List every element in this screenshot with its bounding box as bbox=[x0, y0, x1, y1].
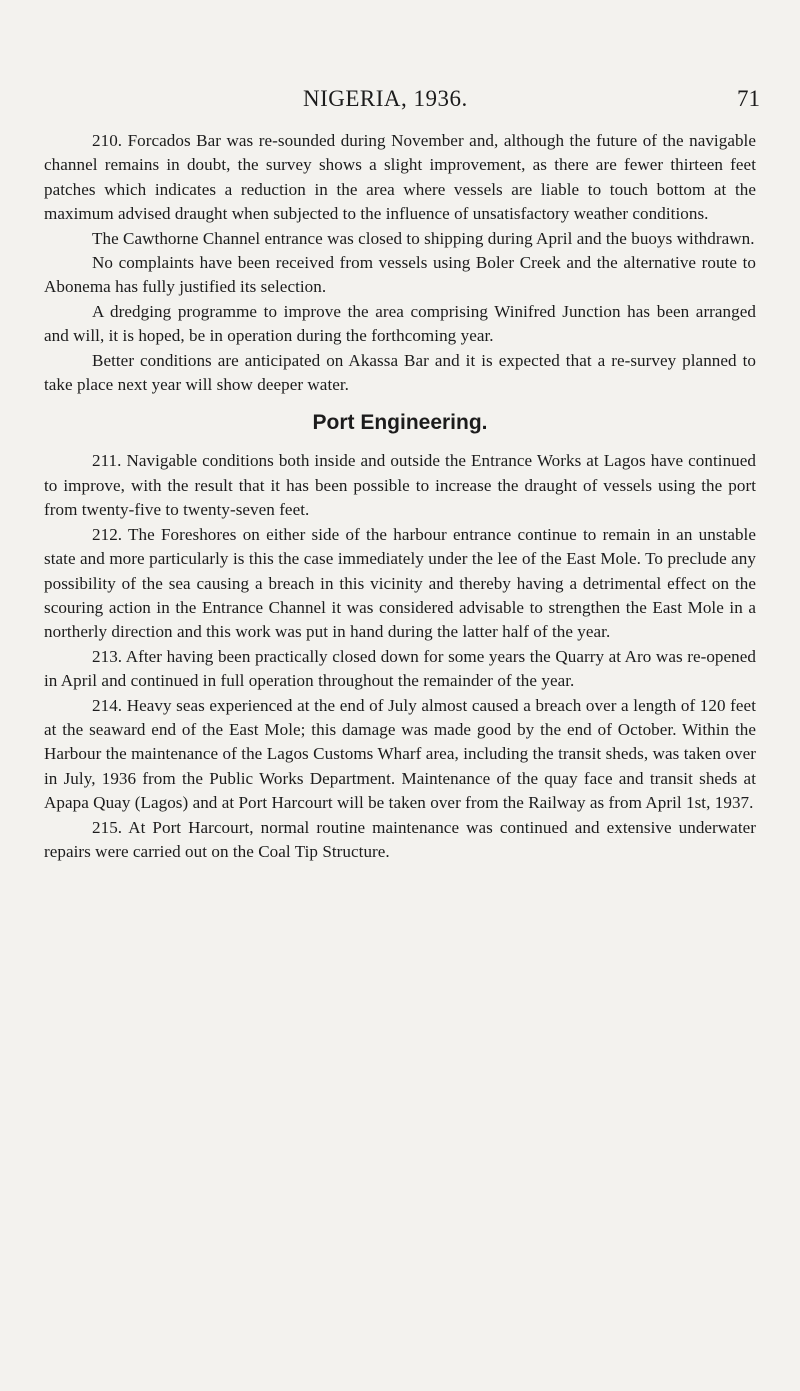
paragraph-215: 215. At Port Harcourt, normal routine maintenance was continued and extensive underwater repairs were carried out on the Coal Tip Structure. bbox=[44, 817, 756, 861]
paragraph-akassa-bar: Better conditions are anticipated on Akassa Bar and it is expected that a re-survey planned to take place next year will show deeper water. bbox=[44, 350, 756, 395]
paragraph-cawthorne-channel: The Cawthorne Channel entrance was closed to shipping during April and the buoys withdrawn. bbox=[92, 228, 755, 248]
paragraph-dredging-programme: A dredging programme to improve the area comprising Winifred Junction has been arranged and will, it is hoped, be in operation during the forthcoming year. bbox=[44, 301, 756, 346]
paragraph-210: 210. Forcados Bar was re-sounded during November and, although the future of the navigable channel remains in doubt, the survey shows a slight improvement, as there are fewer thirteen feet patches which indicates a reduction in the area where vessels are liable to touch bottom at the maximum advised draught when subjected to the influence of unsatisfactory weather conditions. bbox=[44, 131, 756, 224]
running-title: NIGERIA, 1936. bbox=[303, 86, 468, 111]
document-body bbox=[44, 129, 756, 864]
paragraph-boler-creek: No complaints have been received from vessels using Boler Creek and the alternative route to Abonema has fully justified its selection. bbox=[44, 253, 756, 297]
section-heading: Port Engineering. bbox=[312, 411, 488, 435]
paragraph-212: 212. The Foreshores on either side of the harbour entrance continue to remain in an unstable state and more particularly is this the case immediately under the lee of the East Mole. To preclude any possibility of the sea causing a breach in this vicinity and thereby having a detrimental effect on the scouring action in the Entrance Channel it was considered advisable to strengthen the East Mole in a northerly direction and this work was put in hand during the latter half of the year. bbox=[44, 524, 756, 642]
paragraph-211: 211. Navigable conditions both inside and outside the Entrance Works at Lagos have continued to improve, with the result that it has been possible to increase the draught of vessels using the port from twenty-five to twenty-seven feet. bbox=[44, 451, 756, 520]
paragraph-214: 214. Heavy seas experienced at the end of July almost caused a breach over a length of 120 feet at the seaward end of the East Mole; this damage was made good by the end of October. Within the Harbour the maintenance of the Lagos Customs Wharf area, including the transit sheds, was taken over in July, 1936 from the Public Works Department. Maintenance of the quay face and transit sheds at Apapa Quay (Lagos) and at Port Harcourt will be taken over from the Railway as from April 1st, 1937. bbox=[44, 695, 756, 813]
paragraph-213: 213. After having been practically closed down for some years the Quarry at Aro was re-opened in April and continued in full operation throughout the remainder of the year. bbox=[44, 646, 756, 691]
page-number: 71 bbox=[737, 86, 760, 111]
running-header bbox=[0, 86, 800, 118]
